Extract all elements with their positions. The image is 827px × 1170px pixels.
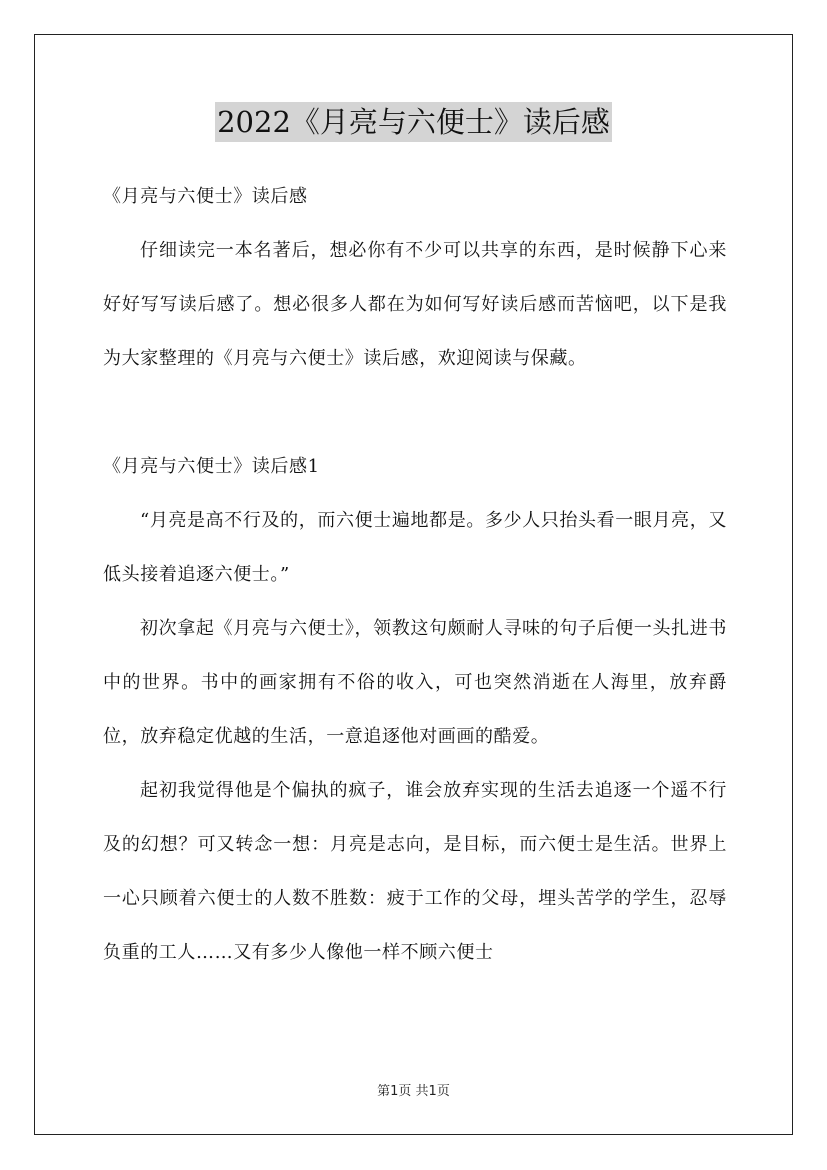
section-heading: 《月亮与六便士》读后感1 (103, 456, 320, 477)
title-container (0, 102, 827, 142)
page-number: 第1页 共1页 (377, 1084, 450, 1099)
body-paragraph-reflection: 起初我觉得他是个偏执的疯子，谁会放弃实现的生活去追逐一个遥不行及的幻想？可又转念一想：月亮是志向，是目标，而六便士是生活。世界上一心只顾着六便士的人数不胜数：疲于工作的父母，埋头苦学的学生，忍辱负重的工人……又有多少人像他一样不顾六便士 (103, 780, 727, 963)
paragraph-gap (103, 386, 727, 440)
document-title: 2022《月亮与六便士》读后感 (215, 102, 612, 142)
page-footer (0, 1083, 827, 1101)
main-heading: 《月亮与六便士》读后感 (103, 186, 308, 207)
document-body (103, 170, 727, 980)
body-paragraph-quote: “月亮是高不行及的，而六便士遍地都是。多少人只抬头看一眼月亮，又低头接着追逐六便士。” (103, 510, 727, 585)
intro-paragraph: 仔细读完一本名著后，想必你有不少可以共享的东西，是时候静下心来好好写写读后感了。想必很多人都在为如何写好读后感而苦恼吧，以下是我为大家整理的《月亮与六便士》读后感，欢迎阅读与保藏。 (103, 240, 727, 369)
body-paragraph-first-reading: 初次拿起《月亮与六便士》，领教这句颇耐人寻味的句子后便一头扎进书中的世界。书中的画家拥有不俗的收入，可也突然消逝在人海里，放弃爵位，放弃稳定优越的生活，一意追逐他对画画的酷爱。 (103, 618, 727, 747)
